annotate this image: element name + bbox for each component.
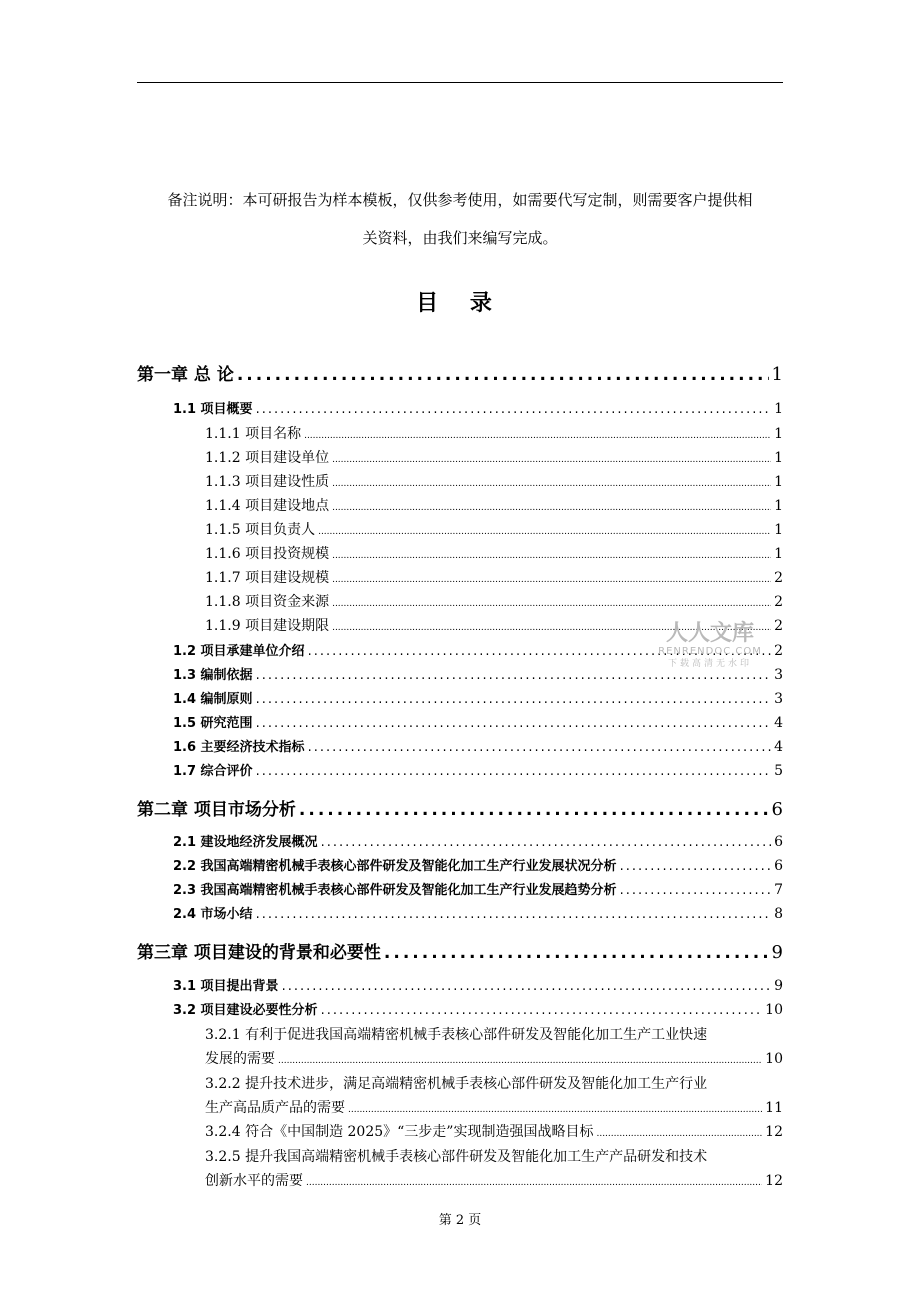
watermark-slogan: 下载高清无水印 (667, 659, 752, 669)
toc-page-number: 1 (774, 450, 783, 466)
toc-page-number: 7 (774, 882, 783, 898)
toc-section[interactable] (173, 398, 783, 417)
toc-entry[interactable] (205, 447, 783, 467)
watermark-main: 人人文库 (665, 621, 754, 646)
toc-page-number: 6 (774, 858, 783, 874)
toc-entry-title: 1.1.8 项目资金来源 (205, 594, 330, 610)
toc-page-number: 4 (774, 739, 783, 755)
dot-leader (304, 431, 771, 441)
toc-entry-title: 1.4 编制原则 (173, 692, 253, 707)
toc-entry-title: 1.1 项目概要 (173, 402, 253, 417)
toc-entry-title: 2.4 市场小结 (173, 907, 253, 922)
toc-entry-title: 1.6 主要经济技术指标 (173, 740, 305, 755)
dot-leader (306, 1178, 762, 1188)
toc-page-number: 3 (774, 691, 783, 707)
toc-section[interactable] (173, 999, 783, 1018)
page-number: 第 2 页 (438, 1213, 482, 1228)
toc-entry[interactable] (205, 1048, 783, 1068)
toc-entry-title-line1: 3.2.5 提升我国高端精密机械手表核心部件研发及智能化加工生产产品研发和技术 (205, 1149, 708, 1165)
toc-entry[interactable] (205, 567, 783, 587)
disclaimer-line-1: 备注说明：本可研报告为样本模板，仅供参考使用，如需要代写定制，则需要客户提供相 (167, 191, 753, 209)
dot-leader (332, 599, 771, 609)
dot-leader (256, 668, 772, 683)
toc-page-number: 6 (774, 834, 783, 850)
dot-leader (321, 835, 772, 850)
dot-leader (299, 800, 769, 820)
toc-entry-title: 1.1.2 项目建设单位 (205, 450, 330, 466)
dot-leader (256, 692, 772, 707)
toc-page-number: 1 (771, 364, 783, 385)
dot-leader (321, 1003, 763, 1018)
toc-section[interactable] (173, 688, 783, 707)
toc-entry-title: 1.1.5 项目负责人 (205, 522, 316, 538)
toc-page-number: 12 (765, 1124, 783, 1140)
toc-entry[interactable] (205, 1121, 783, 1141)
toc-section[interactable] (173, 975, 783, 994)
toc-page-number: 10 (765, 1051, 783, 1067)
toc-entry-title: 3.2 项目建设必要性分析 (173, 1003, 318, 1018)
toc-entry-title: 2.3 我国高端精密机械手表核心部件研发及智能化加工生产行业发展趋势分析 (173, 883, 617, 898)
toc-page-number: 1 (774, 498, 783, 514)
toc-entry-title: 1.2 项目承建单位介绍 (173, 644, 305, 659)
toc-entry[interactable] (205, 1097, 783, 1117)
toc-section[interactable] (173, 903, 783, 922)
toc-entry[interactable] (205, 471, 783, 491)
toc-page-number: 2 (774, 594, 783, 610)
header-rule (137, 82, 783, 83)
dot-leader (332, 551, 771, 561)
dot-leader (256, 402, 772, 417)
toc-entry[interactable] (205, 519, 783, 539)
toc-page-number: 3 (774, 667, 783, 683)
dot-leader (348, 1105, 762, 1115)
disclaimer-line-2: 关资料，由我们来编写完成。 (362, 229, 558, 247)
toc-page-number: 12 (765, 1173, 783, 1189)
toc-entry-title: 1.7 综合评价 (173, 764, 253, 779)
toc-entry-title: 1.1.9 项目建设期限 (205, 618, 330, 634)
toc-section[interactable] (173, 879, 783, 898)
toc-entry[interactable] (205, 1170, 783, 1190)
toc-entry[interactable] (205, 423, 783, 443)
dot-leader (256, 716, 772, 731)
toc-page-number: 11 (765, 1100, 783, 1116)
dot-leader (332, 455, 771, 465)
toc-entry-title-line2: 生产高品质产品的需要 (205, 1100, 345, 1116)
toc-entry-title: 1.1.7 项目建设规模 (205, 570, 330, 586)
toc-page-number: 2 (774, 570, 783, 586)
toc-section[interactable] (173, 831, 783, 850)
toc-page-number: 6 (771, 799, 783, 820)
toc-page-number: 5 (774, 763, 783, 779)
toc-entry-title: 2.1 建设地经济发展概况 (173, 835, 318, 850)
toc-entry[interactable] (205, 543, 783, 563)
toc-section[interactable] (173, 760, 783, 779)
toc-entry-title: 1.1.1 项目名称 (205, 426, 302, 442)
toc-page-number: 1 (774, 401, 783, 417)
toc-page-number: 1 (774, 546, 783, 562)
dot-leader (256, 907, 772, 922)
toc-entry-title: 1.3 编制依据 (173, 668, 253, 683)
dot-leader (332, 479, 771, 489)
watermark-url: RENRENDOC.COM (658, 646, 762, 657)
toc-chapter[interactable] (137, 360, 783, 385)
toc-entry-title: 第一章 总 论 (137, 365, 234, 385)
dot-leader (620, 859, 772, 874)
toc-title: 目 录 (416, 291, 504, 316)
toc-entry-title: 3.1 项目提出背景 (173, 979, 279, 994)
toc-entry-title-line2: 创新水平的需要 (205, 1173, 303, 1189)
toc-entry-title: 1.5 研究范围 (173, 716, 253, 731)
toc-entry-title: 1.1.6 项目投资规模 (205, 546, 330, 562)
dot-leader (282, 979, 772, 994)
toc-entry-title: 1.1.3 项目建设性质 (205, 474, 330, 490)
watermark-logo (648, 622, 772, 670)
toc-page-number: 1 (774, 426, 783, 442)
toc-chapter[interactable] (137, 938, 783, 963)
dot-leader (237, 365, 769, 385)
toc-entry[interactable] (205, 495, 783, 515)
toc-page-number: 4 (774, 715, 783, 731)
dot-leader (318, 527, 771, 537)
dot-leader (384, 943, 769, 963)
toc-entry-title-line2: 发展的需要 (205, 1051, 275, 1067)
toc-section[interactable] (173, 736, 783, 755)
toc-entry-title: 2.2 我国高端精密机械手表核心部件研发及智能化加工生产行业发展状况分析 (173, 859, 617, 874)
toc-entry-title-line1: 3.2.1 有利于促进我国高端精密机械手表核心部件研发及智能化加工生产工业快速 (205, 1027, 708, 1043)
toc-entry-title: 1.1.4 项目建设地点 (205, 498, 330, 514)
toc-page-number: 8 (774, 906, 783, 922)
toc-page-number: 9 (771, 942, 783, 963)
dot-leader (308, 740, 772, 755)
toc-entry-title-line1: 3.2.2 提升技术进步，满足高端精密机械手表核心部件研发及智能化加工生产行业 (205, 1076, 708, 1092)
toc-chapter[interactable] (137, 795, 783, 820)
toc-entry-title: 第二章 项目市场分析 (137, 800, 296, 820)
toc-page-number: 9 (774, 978, 783, 994)
toc-page-number: 10 (765, 1002, 783, 1018)
dot-leader (620, 883, 772, 898)
dot-leader (332, 575, 771, 585)
toc-section[interactable] (173, 855, 783, 874)
toc-page-number: 2 (774, 643, 783, 659)
dot-leader (278, 1056, 762, 1066)
dot-leader (332, 503, 771, 513)
dot-leader (596, 1129, 762, 1139)
toc-page-number: 2 (774, 618, 783, 634)
toc-page-number: 1 (774, 522, 783, 538)
dot-leader (256, 764, 772, 779)
toc-entry-title: 第三章 项目建设的背景和必要性 (137, 943, 381, 963)
toc-page-number: 1 (774, 474, 783, 490)
toc-section[interactable] (173, 712, 783, 731)
toc-entry[interactable] (205, 591, 783, 611)
toc-entry-title: 3.2.4 符合《中国制造 2025》“三步走”实现制造强国战略目标 (205, 1124, 594, 1140)
